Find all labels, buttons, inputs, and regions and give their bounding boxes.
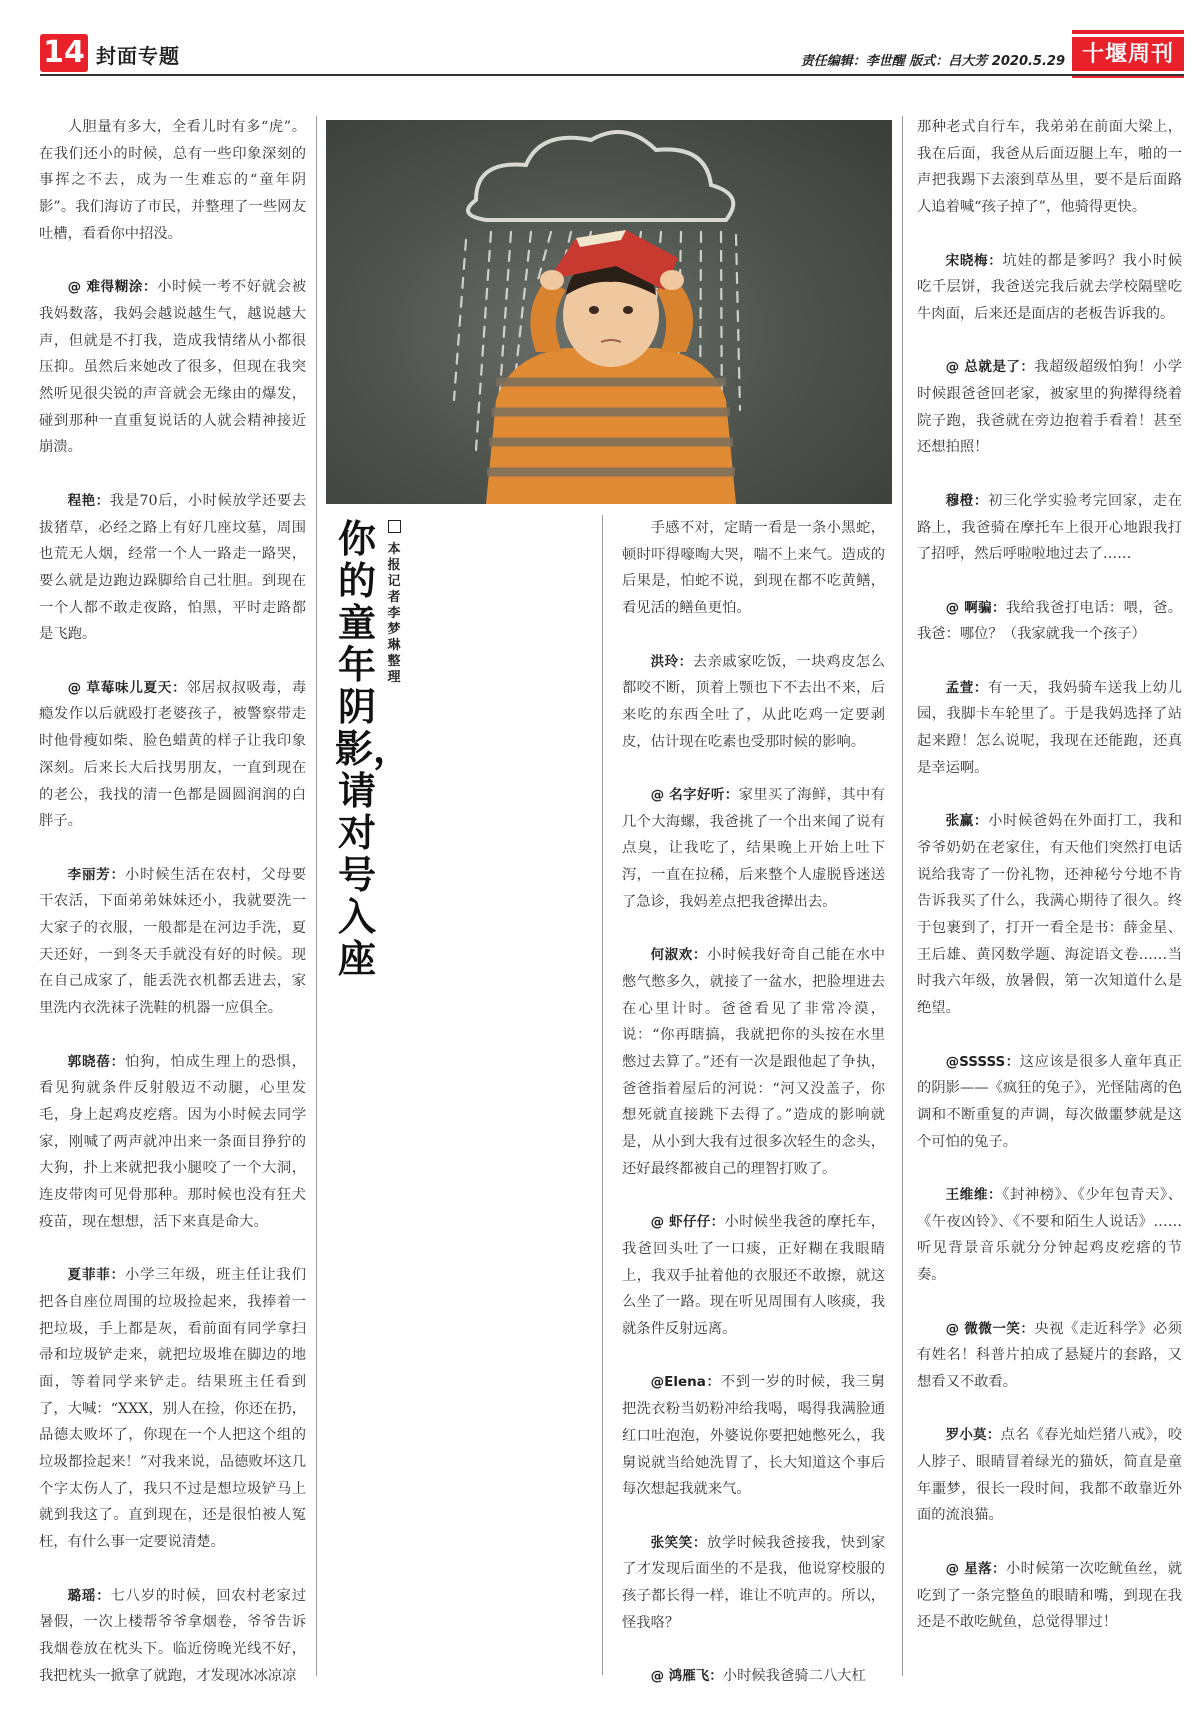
comment-paragraph [917, 808, 1182, 1022]
comment-paragraph [39, 488, 306, 648]
commenter-name: 璐瑶： [67, 1587, 111, 1604]
byline-text: 本报记者 李梦琳 整理 [387, 542, 401, 685]
comment-paragraph [622, 1209, 885, 1343]
comment-text: 邻居叔叔吸毒，毒瘾发作以后就殴打老婆孩子，被警察带走时他骨瘦如柴、脸色蜡黄的样子让我印象深刻。后来长大后找男朋友，一直到现在的老公，我找的清一色都是圆圆润润的白胖子。 [39, 679, 307, 830]
commenter-name: @ 虾仔仔： [650, 1214, 725, 1231]
commenter-name: @ 啊骗： [945, 599, 1006, 616]
comment-text: 小学三年级，班主任让我们把各自座位周围的垃圾捡起来，我捧着一把垃圾，手上都是灰，看前面有同学拿扫帚和垃圾铲走来，就把垃圾堆在脚边的地面，等着同学来铲走。结果班主任看到了，大喊：“XXX，别人在捡，你还在扔，品德太败坏了，你现在一个人把这个组的垃圾都捡起来！”对我来说，品德败坏这几个字太伤人了，我只不过是想垃圾铲马上就到我这了。直到现在，还是很怕被人冤枉，有什么事一定要说清楚。 [39, 1267, 307, 1551]
comment-paragraph [39, 274, 306, 461]
comment-text: 初三化学实验考完回家，走在路上，我爸骑在摩托车上很开心地跟我打了招呼，然后呼啦啦地过去了…… [917, 492, 1183, 563]
commenter-name: 李丽芳： [67, 866, 126, 883]
comment-paragraph [622, 1369, 885, 1503]
column-divider [316, 116, 317, 1676]
comment-text: 我给我爸打电话：喂，爸。我爸：哪位？（我家就我一个孩子） [917, 599, 1183, 643]
commenter-name: 郭晓蓓： [67, 1053, 126, 1070]
masthead-text: 十堰周刊 [1072, 37, 1184, 71]
masthead-logo [1072, 30, 1184, 78]
comment-paragraph [917, 1316, 1182, 1396]
comment-paragraph [39, 862, 306, 1022]
commenter-name: 罗小莫： [945, 1427, 1001, 1444]
commenter-name: @ 星落： [945, 1560, 1006, 1577]
comment-text: 坑娃的都是爹吗？我小时候吃千层饼，我爸送完我后就去学校隔壁吃牛肉面，后来还是面店的老板告诉我的。 [917, 252, 1183, 322]
comment-text: 小时候坐我爸的摩托车，我爸回头吐了一口痰，正好糊在我眼睛上，我双手扯着他的衣服还不敢擦，就这么坐了一路。现在听见周围有人咳痰，我就条件反射远离。 [622, 1214, 886, 1338]
commenter-name: @ 鸿雁飞： [650, 1668, 723, 1685]
comment-paragraph [917, 1556, 1182, 1636]
page-number: 14 [40, 34, 88, 72]
editor-credits: 责任编辑：李世醒 版式：吕大芳 2020.5.29 [800, 54, 1065, 69]
comment-text: 小时候生活在农村，父母要干农活，下面弟弟妹妹还小，我就要洗一大家子的衣服，一般都是在河边手洗，夏天还好，一到冬天手就没有好的时候。现在自己成家了，能丢洗衣机都丢进去，家里洗内衣洗袜子洗鞋的机器一应俱全。 [39, 866, 307, 1017]
comment-paragraph [39, 1583, 306, 1690]
chalk-rain-illustration [326, 120, 892, 504]
article-byline [385, 520, 403, 686]
section-title: 封面专题 [96, 44, 180, 68]
commenter-name: 孟萱： [945, 679, 989, 696]
comment-text: 小时候爸妈在外面打工，我和爷爷奶奶在老家住，有天他们突然打电话说给我寄了一份礼物，还神秘兮兮地不肯告诉我买了什么，我满心期待了很久。终于包裹到了，打开一看全是书：薛金星、王后雄、黄冈数学题、海淀语文卷……当时我六年级，放暑假，第一次知道什么是绝望。 [917, 813, 1183, 1017]
comment-text: 小时候第一次吃鱿鱼丝，就吃到了一条完整鱼的眼睛和嘴，到现在我还是不敢吃鱿鱼，总觉得罪过！ [917, 1560, 1183, 1631]
commenter-name: 宋晓梅： [945, 252, 1003, 269]
commenter-name: 程艳： [67, 492, 110, 509]
article-title: 你的童年阴影，请对号入座 [335, 516, 412, 981]
comment-text: 手感不对，定睛一看是一条小黑蛇，顿时吓得嚎啕大哭，喘不上来气。造成的后果是，怕蛇不说，到现在都不吃黄鳝，看见活的鳝鱼更怕。 [622, 520, 885, 617]
article-column-1 [39, 114, 306, 1716]
comment-paragraph [39, 675, 306, 835]
comment-paragraph [917, 354, 1182, 461]
commenter-name: 何淑欢： [650, 947, 707, 964]
comment-text: 家里买了海鲜，其中有几个大海螺，我爸挑了一个出来闻了说有点臭，让我吃了，结果晚上开始上吐下泻，一直在拉稀，后来整个人虚脱昏迷送了急诊，我妈差点把我爸撵出去。 [622, 787, 886, 910]
comment-text: 这应该是很多人童年真正的阴影——《疯狂的兔子》，光怪陆离的色调和不断重复的声调，每次做噩梦就是这个可怕的兔子。 [917, 1053, 1182, 1150]
article-column-4 [917, 114, 1182, 1663]
column-divider [602, 515, 603, 1675]
cover-photo [326, 120, 892, 504]
comment-text: 有一天，我妈骑车送我上幼儿园，我脚卡车轮里了。于是我妈选择了站起来蹬！怎么说呢，我现在还能跑，还真是幸运啊。 [917, 679, 1183, 776]
article-intro: 人胆量有多大，全看儿时有多“虎”。在我们还小的时候，总有一些印象深刻的事挥之不去，成为一生难忘的“童年阴影”。我们海访了市民，并整理了一些网友吐槽，看看你中招没。 [39, 119, 306, 242]
comment-text: 怕狗，怕成生理上的恐惧，看见狗就条件反射般迈不动腿，心里发毛，身上起鸡皮疙瘩。因为小时候去同学家，刚喊了两声就冲出来一条面目狰狞的大狗，扑上来就把我小腿咬了一个大洞，连皮带肉可见骨那种。那时候也没有狂犬疫苗，现在想想，活下来真是命大。 [39, 1053, 307, 1230]
commenter-name: @ 难得糊涂： [67, 279, 158, 296]
commenter-name: @ 总就是了： [945, 359, 1035, 376]
commenter-name: @Elena： [650, 1374, 721, 1391]
commenter-name: 夏菲菲： [67, 1267, 126, 1284]
comment-text: 不到一岁的时候，我三舅把洗衣粉当奶粉冲给我喝，喝得我满脸通红口吐泡泡，外婆说你要把她憋死么，我舅说就当给她洗胃了，长大知道这个事后每次想起我就来气。 [622, 1374, 886, 1498]
comment-text: 小时候我爸骑二八大杠 [722, 1668, 866, 1685]
comment-paragraph [917, 488, 1182, 568]
comment-paragraph [622, 782, 885, 916]
column-divider [902, 116, 903, 1676]
header-rule [40, 74, 1184, 76]
commenter-name: 洪玲： [650, 653, 693, 670]
commenter-name: 张笑笑： [650, 1534, 707, 1551]
comment-text: 《封神榜》、《少年包青天》、《午夜凶铃》、《不要和陌生人说话》……听见背景音乐就分分钟起鸡皮疙瘩的节奏。 [917, 1187, 1183, 1284]
commenter-name: @SSSSS： [945, 1053, 1020, 1070]
page-header [0, 0, 1200, 80]
comment-paragraph [622, 942, 885, 1182]
comment-text: 小时候我好奇自己能在水中憋气憋多久，就接了一盆水，把脸埋进去在心里计时。爸爸看见了非常冷漠，说：“你再瞎搞，我就把你的头按在水里憋过去算了。”还有一次是跟他起了争执，爸爸指着屋后的河说：“河又没盖子，你想死就直接跳下去得了。”造成的影响就是，从小到大我有过很多次轻生的念头，还好最终都被自己的理智打败了。 [622, 947, 885, 1177]
comment-paragraph [622, 1663, 885, 1690]
comment-paragraph [39, 1049, 306, 1236]
comment-text: 小时候一考不好就会被我妈数落，我妈会越说越生气，越说越大声，但就是不打我，造成我情绪从小都很压抑。虽然后来她改了很多，但现在我突然听见很尖锐的声音就会无缘由的爆发，碰到那种一直重复说话的人就会精神接近崩溃。 [39, 279, 306, 456]
comment-text: 我是70后，小时候放学还要去拔猪草，必经之路上有好几座坟墓，周围也荒无人烟，经常一个人一路走一路哭，要么就是边跑边跺脚给自己壮胆。到现在一个人都不敢走夜路，怕黑，平时走路都是飞跑。 [39, 492, 307, 643]
comment-text: 央视《走近科学》必须有姓名！科普片拍成了悬疑片的套路，又想看又不敢看。 [917, 1320, 1182, 1390]
comment-paragraph [39, 1262, 306, 1556]
comment-paragraph [917, 248, 1182, 328]
article-column-3 [622, 515, 885, 1717]
commenter-name: @ 名字好听： [650, 787, 739, 803]
comment-text: 那种老式自行车，我弟弟在前面大梁上，我在后面，我爸从后面迈腿上车，啪的一声把我踢下去滚到草丛里，要不是后面路人追着喊“孩子掉了”，他骑得更快。 [917, 119, 1182, 216]
comment-paragraph [622, 1530, 885, 1637]
comment-paragraph [917, 1182, 1182, 1289]
comment-text: 点名《春光灿烂猪八戒》，咬人脖子、眼睛冒着绿光的猫妖，简直是童年噩梦，很长一段时间，我都不敢靠近外面的流浪猫。 [917, 1427, 1182, 1524]
comment-text: 我超级超级怕狗！小学时候跟爸爸回老家，被家里的狗撵得绕着院子跑，我爸就在旁边抱着手看着！甚至还想拍照！ [917, 359, 1182, 456]
commenter-name: @ 草莓味儿夏天： [67, 679, 187, 696]
comment-text: 去亲戚家吃饭，一块鸡皮怎么都咬不断，顶着上颚也下不去出不来，后来吃的东西全吐了，从此吃鸡一定要剥皮，估计现在吃素也受那时候的影响。 [622, 653, 885, 750]
commenter-name: @ 微微一笑： [945, 1320, 1035, 1337]
comment-paragraph [917, 675, 1182, 782]
comment-paragraph [917, 1422, 1182, 1529]
comment-paragraph [917, 1049, 1182, 1156]
byline-box-icon [388, 520, 401, 533]
comment-paragraph [917, 595, 1182, 648]
comment-paragraph [917, 114, 1182, 221]
commenter-name: 王维维： [945, 1187, 1003, 1203]
commenter-name: 穆橙： [945, 492, 989, 509]
commenter-name: 张赢： [945, 813, 989, 830]
comment-paragraph [622, 649, 885, 756]
comment-text: 七八岁的时候，回农村老家过暑假，一次上楼帮爷爷拿烟卷，爷爷告诉我烟卷放在枕头下。临近傍晚光线不好，我把枕头一掀拿了就跑，才发现冰冰凉凉 [39, 1587, 307, 1684]
comment-text: 放学时候我爸接我，快到家了才发现后面坐的不是我，他说穿校服的孩子都长得一样，谁让不吭声的。所以，怪我咯？ [622, 1534, 885, 1631]
comment-paragraph [622, 515, 885, 622]
